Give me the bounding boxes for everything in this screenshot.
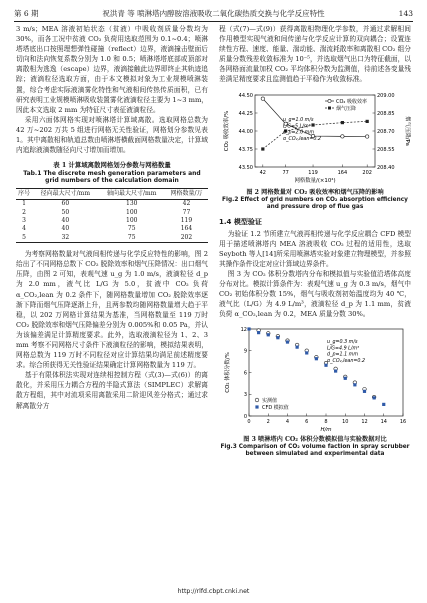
paragraph: 为验证 1.2 节所建立气液再相传递与化学反应耦合 CFD 模型用于描述喷淋塔内 MEA 溶液吸收 CO₂ 过程的适用性，选取 Seyboth 等人[14]所采用喷淋塔实验对象建立物理模型，并参照其操作条件设定对应计算域边界条件。 — [219, 229, 411, 268]
footer-url: http://rlfd.cbpt.cnki.net — [177, 588, 250, 595]
table-row — [16, 234, 208, 243]
chart-annotation: L/G=5 L/m³ — [283, 123, 311, 129]
legend-label: 实测值 — [262, 397, 278, 404]
y-tick-label: 44.50 — [238, 92, 253, 99]
y-tick-label: 0 — [243, 413, 247, 420]
table-cell: 119 — [180, 216, 193, 224]
figure-caption-en: Fig.2 Effect of grid numbers on CO₂ absorption efficiency and pressure drop of flue gas — [222, 196, 408, 211]
y-tick-label: 43.50 — [238, 164, 253, 171]
section-heading: 1.4 模型验证 — [219, 217, 262, 226]
paragraph: 采用六面体网格实现对喷淋塔计算域离散。选取网格总数为 42 万~202 万共 5 组进行网格无关性验证，网格划分参数见表 1。其中离散相和轨道总数由喷淋塔横截面网格数量决定，计算域内追踪液滴数随径向尺寸增加而增加。 — [16, 115, 208, 155]
table-row — [16, 217, 208, 225]
y-tick-label: 6 — [243, 369, 247, 376]
table-cell: 3 — [22, 216, 26, 224]
figure-caption: 图 2 网格数量对 CO₂ 吸收效率和烟气压降的影响 — [246, 188, 384, 196]
data-point-absorption — [261, 96, 264, 99]
table-cell: 40 — [61, 216, 70, 224]
y-axis-label: CO₂ 吸收效率/% — [224, 110, 230, 151]
chart-annotation: u_g=1.0 m/s — [283, 117, 314, 123]
data-point-pressure-drop — [366, 119, 369, 122]
y2-axis-label: 烟气压降/Pa — [404, 115, 410, 146]
table-cell: 5 — [16, 234, 32, 243]
x-axis-label: H/m — [320, 426, 332, 433]
table-header: 径向最大尺寸/mm — [32, 188, 98, 199]
table-cell: 50 — [61, 208, 70, 216]
data-point-absorption — [341, 134, 344, 137]
data-point-cfd — [344, 376, 347, 379]
y-tick-label: 3 — [243, 391, 247, 398]
table-cell: 1 — [22, 200, 26, 208]
fig2-chart — [219, 89, 411, 189]
data-point-cfd — [315, 357, 318, 360]
table-cell: 100 — [126, 216, 138, 224]
running-title: 祝洪青 等 喷淋塔内醇胺溶液吸收二氧化碳热质交换与化学反应特性 — [102, 9, 325, 18]
chart-annotation: L/G=4.9 L/m³ — [327, 345, 360, 351]
chart-annotation: d_p=2.0 mm — [283, 130, 315, 136]
data-point-cfd — [324, 363, 327, 366]
table-row — [16, 225, 208, 233]
paragraph: 程（式(7)—式(9)）获得离散相物理化学参数，并通过求解相间作用模型实现气液和间传递与化学反应计算的双向耦合；设置连续性方程、速度、能量、湍动能、湍流耗散率和离散相 CO₂ 组分质量分数残差收敛标准为 10⁻⁵，并选取烟气出口为特征截面，以各网格面流量加权 CO₂ 平均体积分数为监测值，待前述各变量残差满足精度要求且监测值趋于平稳作为收敛标准。 — [219, 25, 411, 84]
paragraph: 为考察网格数量对气液间相传递与化学反应特性的影响，图 2 给出了不同网格总数下 CO₂ 脱除效率和烟气压降情况：出口烟气压降，由图 2 可知，表观气速 u_g 为 1.0 m/s，液滴粒径 d_p 为 2.0 mm，液气比 L/G 为 5.0，贫液中 CO₂ 负荷 α_CO₂,lean 为 0.2 条件下，随网格数量增加 CO₂ 脱除效率逐渐下降而烟气压降逐渐上升，且两参数均随网格数量增大趋于平稳，以 202 万网格计算结果为基准，当网格数量至 119 万时 CO₂ 脱除效率和烟气压降偏差分别为 0.005%和 0.05 Pa，并认为该偏差满足计算精度要求。此外，选取液滴粒径为 1、2、3 mm 考察不同网格尺寸条件下液滴粒径的影响，模拟结果表明，网格总数为 119 万时不同粒径对应计算结果均满足前述精度要求。综合所获得无关性验证结果确定计算网格数量为 119 万。 — [16, 250, 208, 370]
table-cell: 202 — [165, 234, 208, 243]
y2-tick-label: 209.00 — [377, 92, 395, 99]
y2-tick-label: 208.40 — [377, 164, 395, 171]
data-point-pressure-drop — [261, 147, 264, 150]
table-cell: 60 — [61, 200, 70, 208]
table-cell: 164 — [180, 225, 193, 233]
data-point-cfd — [286, 340, 289, 343]
data-point-cfd — [247, 327, 250, 330]
running-header — [14, 8, 413, 20]
x-tick-label: 16 — [399, 418, 407, 425]
y-axis-label: CO₂ 体积分数/% — [225, 351, 231, 393]
table-cell: 130 — [126, 200, 138, 208]
data-point-cfd — [257, 331, 260, 334]
data-point-pressure-drop — [341, 121, 344, 124]
y2-tick-label: 208.85 — [377, 110, 395, 117]
chart-annotation: α_CO₂,lean=0.2 — [327, 358, 366, 364]
table-header: 序号 — [16, 188, 32, 199]
table-cell: 32 — [32, 234, 98, 243]
y2-tick-label: 208.70 — [377, 128, 395, 135]
x-tick-label: 4 — [285, 418, 290, 425]
header-rule — [14, 21, 413, 22]
data-point-cfd — [373, 396, 376, 399]
paragraph: 图 3 为 CO₂ 体积分数塔内分布和模拟值与实验值沿塔体高度分布对比。模拟计算条件为：表观气速 u_g 为 0.3 m/s，烟气中 CO₂ 初始体积分数 15%，烟气与吸收剂初始温度均为 40 ℃，液气比（L/G）为 4.9 L/m³，液滴粒径 d_p 为 1.1 mm，贫液负荷 α_CO₂,lean 为 0.2，MEA 质量分数 30%。 — [219, 270, 411, 319]
mesh-table — [16, 188, 208, 243]
legend-marker — [328, 99, 331, 102]
right-column — [219, 24, 411, 459]
series-line-pressure-drop — [263, 121, 367, 149]
table-cell: 40 — [61, 225, 70, 233]
data-point-cfd — [305, 351, 308, 354]
fig3-chart — [219, 324, 411, 436]
x-tick-label: 6 — [305, 418, 309, 425]
chart-annotation: u_g=0.3 m/s — [327, 339, 358, 345]
table-cell: 42 — [182, 200, 191, 208]
table-cell: 75 — [99, 234, 165, 243]
table-cell: 100 — [126, 208, 138, 216]
x-tick-label: 119 — [308, 169, 318, 176]
data-point-cfd — [353, 383, 356, 386]
data-point-absorption — [365, 134, 368, 137]
y-tick-label: 44.25 — [238, 110, 253, 117]
data-point-cfd — [296, 345, 299, 348]
table-cell: 75 — [127, 225, 136, 233]
legend-marker — [255, 405, 258, 408]
data-point-cfd — [276, 336, 279, 339]
x-tick-label: 8 — [324, 418, 328, 425]
y-tick-label: 43.75 — [238, 146, 253, 153]
y-tick-label: 44.00 — [238, 128, 253, 135]
x-tick-label: 0 — [247, 418, 251, 425]
legend-label: 烟气压降 — [336, 105, 357, 112]
legend-marker — [328, 106, 331, 109]
issue-number: 第 6 期 — [14, 9, 39, 18]
paragraph: 基于有限体积法实现对连续相控制方程（式(3)—式(6)）的离散化，并采用压力耦合方程的半隐式算法（SIMPLEC）求解离散方程组，其中对流项采用离散采用二阶迎风差分格式；通过求解离散分方 — [16, 371, 208, 410]
data-point-cfd — [267, 333, 270, 336]
table-header: 轴向最大尺寸/mm — [99, 188, 165, 199]
data-point-cfd — [363, 389, 366, 392]
x-tick-label: 164 — [337, 169, 348, 176]
table-cell: 4 — [22, 225, 26, 233]
table-title: 表 1 计算域离散网格划分参数与网格数量 — [53, 161, 171, 170]
y2-tick-label: 208.55 — [377, 146, 395, 153]
left-column — [16, 24, 208, 411]
table-row — [16, 200, 208, 209]
legend-label: CO₂ 吸收效率 — [336, 98, 368, 105]
page-number: 143 — [398, 9, 413, 18]
x-tick-label: 42 — [259, 169, 267, 176]
paragraph: 3 m/s；MEA 溶液初始状态（贫液）中吸收剂质量分数均为 30%，而各工况中贫液 CO₂ 负荷用选取范围为 0.1~0.4；喷淋塔塔底出口按照理想弹性碰撞（reflect）边界，液滴撞击壁面后切向和法向恢复系数分别为 1.0 和 0.5；喷淋塔塔底部或顶部对离散相为逃逸（escape）边界，液滴接触此边界即终止其轨迹追踪；液滴粒径选取方面，由于本文模拟对象为工业规模喷淋装置，综合考虑实际液滴雾化特性和气液相间传热传质面积，已有研究表明工业规模喷淋吸收装置雾化液滴粒径主要为 1~3 mm，因此本文选取 2 mm 为特征尺寸表征液滴粒径。 — [16, 25, 208, 114]
data-point-cfd — [334, 369, 337, 372]
x-tick-label: 12 — [361, 418, 368, 425]
table-row — [16, 209, 208, 217]
y-tick-label: 12 — [240, 326, 247, 333]
x-axis-label: 网格数量/(×10⁴) — [294, 177, 336, 184]
plot-frame — [255, 95, 375, 167]
figure-caption-en: Fig.3 Comparison of CO₂ volume faction in spray scrubber between simulated and experimental data — [220, 443, 410, 458]
x-tick-label: 14 — [380, 418, 387, 425]
legend-marker — [255, 398, 259, 402]
table-cell: 2 — [22, 208, 26, 216]
legend-label: CFD 模拟值 — [262, 404, 289, 411]
data-point-cfd — [382, 402, 385, 405]
data-point-pressure-drop — [311, 123, 314, 126]
table-title-en: Tab.1 The discrete mesh generation parameters and grid numbers of the calculation domain — [23, 169, 201, 185]
x-tick-label: 77 — [282, 169, 289, 176]
y-tick-label: 9 — [243, 348, 247, 355]
figure-caption: 图 3 喷淋塔内 CO₂ 体积分数模拟值与实验数据对比 — [243, 435, 387, 443]
x-tick-label: 10 — [342, 418, 349, 425]
chart-annotation: α_CO₂,lean=0.2 — [283, 136, 322, 142]
table-cell: 77 — [182, 208, 191, 216]
chart-annotation: d_p=1.1 mm — [327, 352, 359, 358]
table-header: 网格数量/万 — [165, 188, 208, 199]
x-tick-label: 2 — [266, 418, 270, 425]
x-tick-label: 202 — [362, 169, 372, 176]
